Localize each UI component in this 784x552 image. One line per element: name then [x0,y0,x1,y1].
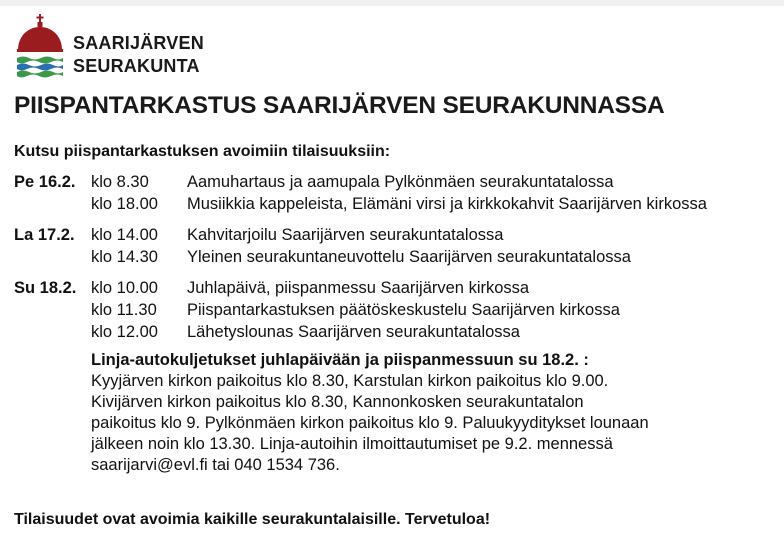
church-dome-icon [14,14,66,80]
intro-text: Kutsu piispantarkastuksen avoimiin tilaisuuksiin: [14,143,391,160]
event-time: klo 10.00 [91,279,158,297]
transport-line: paikoitus klo 9. Pylkönmäen kirkon paikoitus klo 9. Paluukyyditykset lounaan [91,414,649,432]
transport-line: jälkeen noin klo 13.30. Linja-autoihin ilmoittautumiset pe 9.2. mennessä [91,435,613,453]
page-title: PIISPANTARKASTUS SAARIJÄRVEN SEURAKUNNASSA [14,92,665,119]
parish-name [73,32,204,78]
day-label: Su 18.2. [14,279,77,297]
event-description: Juhlapäivä, piispanmessu Saarijärven kirkossa [187,279,530,297]
event-description: Aamuhartaus ja aamupala Pylkönmäen seurakuntatalossa [187,173,614,191]
event-time: klo 18.00 [91,195,158,213]
event-time: klo 12.00 [91,323,158,341]
schedule-row [14,195,784,217]
event-time: klo 11.30 [91,301,157,319]
event-description: Kahvitarjoilu Saarijärven seurakuntatalossa [187,226,504,244]
parish-name-line1: SAARIJÄRVEN [73,33,204,53]
event-description: Musiikkia kappeleista, Elämäni virsi ja kirkkokahvit Saarijärven kirkossa [187,195,707,213]
day-label: Pe 16.2. [14,173,76,191]
event-description: Yleinen seurakuntaneuvottelu Saarijärven seurakuntatalossa [187,248,631,266]
schedule-day-friday [14,173,784,217]
schedule-row [14,301,784,323]
event-time: klo 14.00 [91,226,158,244]
closing-text: Tilaisuudet ovat avoimia kaikille seurakuntalaisille. Tervetuloa! [14,511,491,528]
day-label: La 17.2. [14,226,75,244]
schedule-day-sunday [14,279,784,345]
schedule-row [14,323,784,345]
schedule-row [14,226,784,248]
transport-line: Kivijärven kirkon paikoitus klo 8.30, Kannonkosken seurakuntatalon [91,393,584,411]
transport-line: Kyyjärven kirkon paikoitus klo 8.30, Karstulan kirkon paikoitus klo 9.00. [91,372,609,390]
transport-heading: Linja-autokuljetukset juhlapäivään ja piispanmessuun su 18.2. : [91,351,589,369]
schedule-day-saturday [14,226,784,270]
top-bar [0,0,784,6]
schedule-row [14,173,784,195]
event-time: klo 8.30 [91,173,149,191]
transport-info [91,350,771,476]
schedule-row [14,248,784,270]
event-time: klo 14.30 [91,248,158,266]
event-description: Lähetyslounas Saarijärven seurakuntatalossa [187,323,520,341]
parish-logo [14,14,214,80]
parish-name-line2: SEURAKUNTA [73,56,200,76]
transport-line: saarijarvi@evl.fi tai 040 1534 736. [91,456,340,474]
schedule-row [14,279,784,301]
event-description: Piispantarkastuksen päätöskeskustelu Saarijärven kirkossa [187,301,620,319]
